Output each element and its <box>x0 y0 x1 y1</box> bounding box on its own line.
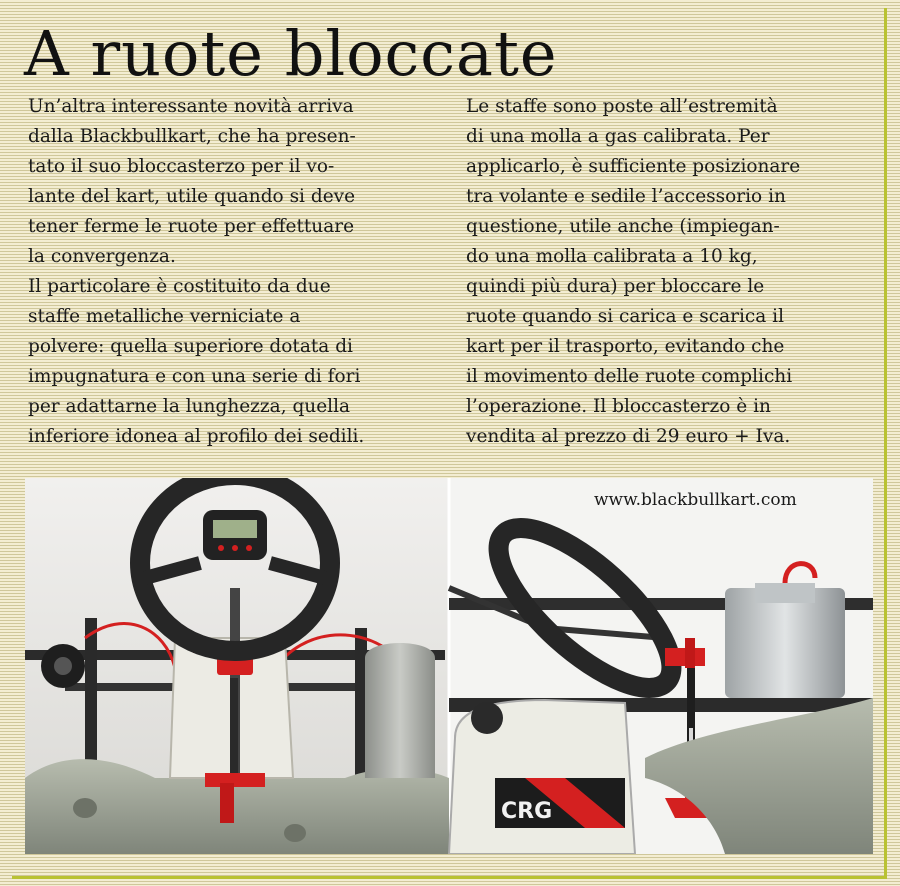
lower-bracket <box>205 773 265 787</box>
engine <box>725 588 845 698</box>
fuel-bottle <box>365 643 435 778</box>
text-line: la convergenza. <box>28 246 176 267</box>
text-line: lante del kart, utile quando si deve <box>28 186 356 207</box>
text-line: dalla Blackbullkart, che ha presen- <box>28 126 356 147</box>
text-line: impugnatura e con una serie di fori <box>28 366 361 387</box>
text-line: l’operazione. Il bloccasterzo è in <box>466 396 771 417</box>
right-column <box>466 92 878 452</box>
crg-logo: CRG <box>501 799 553 824</box>
text-line: questione, utile anche (impiegan- <box>466 216 780 237</box>
article-title: A ruote bloccate <box>24 17 558 90</box>
product-photos <box>25 478 873 854</box>
text-line: Il particolare è costituito da due <box>28 276 331 297</box>
text-line: inferiore idonea al profilo dei sedili. <box>28 426 365 447</box>
text-line: staffe metalliche verniciate a <box>28 306 301 327</box>
text-line: kart per il trasporto, evitando che <box>466 336 785 357</box>
text-line: Un’altra interessante novità arriva <box>28 96 354 117</box>
text-line: tato il suo bloccasterzo per il vo- <box>28 156 335 177</box>
text-line: per adattarne la lunghezza, quella <box>28 396 351 417</box>
website-url: www.blackbullkart.com <box>594 490 797 510</box>
kart-photo-illustration <box>25 478 873 854</box>
text-line: il movimento delle ruote complichi <box>466 366 793 387</box>
text-line: di una molla a gas calibrata. Per <box>466 126 770 147</box>
text-line: polvere: quella superiore dotata di <box>28 336 353 357</box>
text-line: Le staffe sono poste all’estremità <box>466 96 778 117</box>
text-line: quindi più dura) per bloccare le <box>466 276 765 297</box>
text-line: tener ferme le ruote per effettuare <box>28 216 355 237</box>
left-column <box>28 92 448 452</box>
text-line: tra volante e sedile l’accessorio in <box>466 186 786 207</box>
text-line: vendita al prezzo di 29 euro + Iva. <box>466 426 791 447</box>
text-line: do una molla calibrata a 10 kg, <box>466 246 758 267</box>
text-line: applicarlo, è sufficiente posizionare <box>466 156 801 177</box>
text-line: ruote quando si carica e scarica il <box>466 306 785 327</box>
